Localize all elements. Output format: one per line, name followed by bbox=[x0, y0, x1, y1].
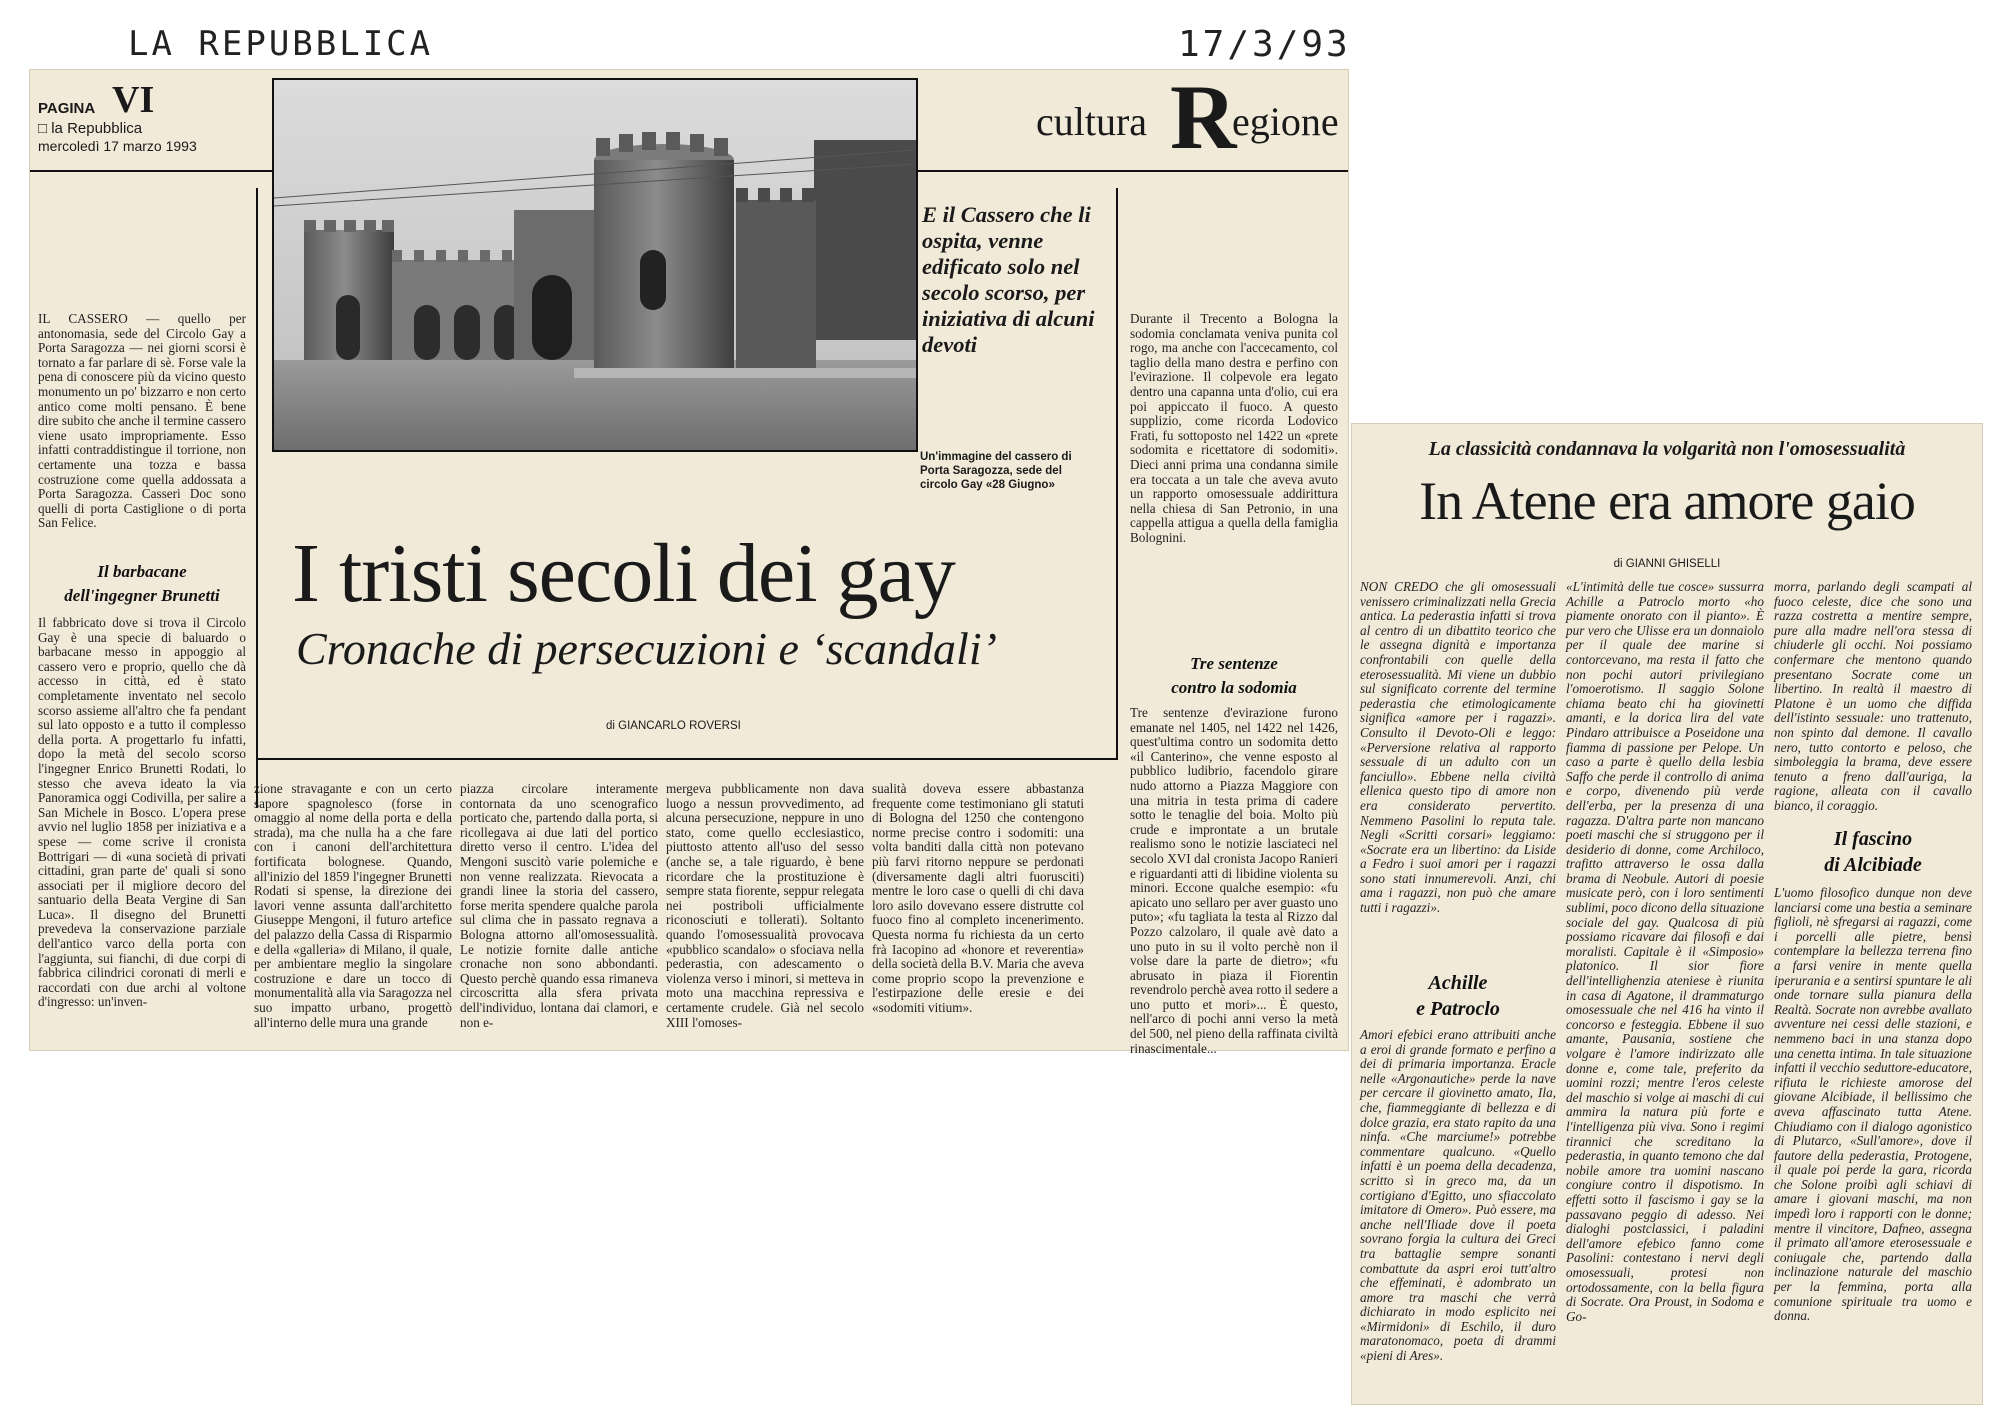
photo-caption: Un'immagine del cassero di Porta Saragozza, sede del circolo Gay «28 Giugno» bbox=[920, 451, 1072, 491]
article2-col2: «L'intimità delle tue cosce» sussurra Achille a Patroclo morto «ho piamente onorato con il pianto». È pur vero che Ulisse era un donnaiolo per il quale dee marine si contorcevano, ma resta il fatto che non pochi autori privilegiano l'omoerotismo. Il saggio Solone chiama beato chi ha giovinetti amanti, e la dorica lira del vate Pindaro attribuisce a Poseidone una fiamma di passione per Pelope. Un caso a parte è quello della lesbia Saffo che perde il controllo di anima e corpo, divenendo più verde dell'erba, per la presenza di una ragazza. D'altra parte non mancano poeti maschi che si struggono per il desiderio di donne, come Archiloco, trafitto attraverso le ossa dalla brama di Neobule. Autori di poesie musicate però, con i loro sentimenti sublimi, poco dicono della situazione sociale del gay. Qualcosa di più possiamo ricavare dai filosofi e dai moralisti. Capitale è il «Simposio» platonico. Il sior fiore dell'intellighenzia ateniese è riunita in casa di Agatone, il drammaturgo omosessuale che nel 416 ha vinto il concorso e festeggia. Ebbene il suo amante, Pausania, sostiene che volgare è l'amore indirizzato alle donne e, come tale, preferito da uomini rozzi; mentre l'eros celeste del maschio si volge ai maschi di cui ammira la natura più forte e l'intelligenza più viva. Sono i regimi tirannici che screditano la pederastia, in quanto temono che dal nobile amore tra uomini nascano congiure contro il dispotismo. In effetti sotto il fascismo i gay se la passavano peggio di adesso. Nei dialoghi postclassici, i paladini dell'amore efebico fanno come Pasolini: contestano i nervi degli omosessuali, protesi non ortodossamente, con la bella figura di Socrate. Ora Proust, in Sodoma e Go- bbox=[1566, 579, 1764, 1324]
article1-col6-top: Durante il Trecento a Bologna la sodomia conclamata veniva punita col rogo, ma anche con l'accecamento, col taglio della mano destra e perfino con l'evirazione. Il colpevole era legato dentro una capanna unta d'olio, cui era poi appiccato il fuoco. A questo supplizio, come ricorda Lodovico Frati, fu sottoposto nel 1422 un «prete sodomita e ricettatore di sodomiti». Dieci anni prima una condanna simile era toccata a un tale che aveva avuto un rapporto omosessuale addirittura nella chiesa di San Petronio, in una cappella attigua a quella della famiglia Bolognini. bbox=[1130, 311, 1338, 545]
section-big-letter: R bbox=[1170, 66, 1237, 168]
article1-subhead1-line2: dell'ingegner Brunetti bbox=[64, 586, 220, 605]
newspaper-clipping-main bbox=[30, 66, 1348, 1056]
article-subtitle: Cronache di persecuzioni e ‘scandali’ bbox=[296, 623, 997, 674]
article1-subhead1-line1: Il barbacane bbox=[97, 562, 187, 581]
pagina-number: VI bbox=[112, 79, 155, 121]
article1-col1-bottom: Il fabbricato dove si trova il Circolo Gay è una specie di baluardo o barbacane messo in appoggio al cassero vero e proprio, quello che dà accesso in città, ed è stato completamente inventato nel secolo scorso assieme all'altro che fa pendant sul lato opposto e a tutto il complesso della porta. A progettarlo fu infatti, dopo la metà del secolo scorso l'ingegner Enrico Brunetti Rodati, lo stesso che aveva ideato la via Panoramica oggi Codivilla, per salire a San Michele in Bosco. L'opera prese avvio nel luglio 1858 per iniziativa e a spese — come scrive il cronista Bottrigari — di «una società di privati cittadini, gran parte de' quali si sono associati per il migliore decoro del santuario della Beata Vergine di San Luca». Il disegno del Brunetti prevedeva la conservazione parziale dell'antico varco della porta con l'aggiunta, sui fianchi, di due corpi di fabbrica cilindrici coronati di merli e raccordati con due archi al voltone d'ingresso: un'inven- bbox=[38, 615, 246, 1010]
section-small: cultura bbox=[1036, 99, 1148, 144]
headline-box-bottom bbox=[256, 758, 1118, 760]
pagina-label: PAGINA bbox=[38, 100, 96, 117]
article2-col3-bottom: L'uomo filosofico dunque non deve lanciarsi come una bestia a seminare figlioli, nè sfregarsi ai ragazzi, come i porcelli alle pietre, bensì contemplare la bellezza terrena fino a farsi venire in mente quella iperurania e a sentirsi spuntare le ali onde tornare sulla pianura della Realtà. Socrate non avrebbe avallato avventure nei cessi delle stazioni, e nemmeno baci in una stanza dopo una cenetta intima. In tale situazione infatti il vecchio seduttore-educatore, rifiuta le richieste amorose del giovane Alcibiade, il bellissimo che aveva affascinato tutta Atene. Chiudiamo con il dialogo agonistico di Plutarco, «Sull'amore», dove il fautore della pederastia, Protogene, il quale poi perde la gara, ricorda che Solone proibì agli schiavi di amare i giovani maschi, ma non impedì loro i rapporti con le donne; mentre il vincitore, Dafneo, assegna il primato all'amore eterosessuale e coniugale che, partendo dalla inclinazione naturale del maschio per la femmina, porta alla comunione spirituale tra uomo e donna. bbox=[1774, 885, 1972, 1324]
article1-subhead2-line2: contro la sodomia bbox=[1171, 678, 1297, 697]
article1-col3: piazza circolare interamente contornata da uno scenografico porticato che, partendo dalla porta, si ricollegava ai due lati del portico diretto verso il centro. L'idea del Mengoni suscitò varie polemiche e non venne realizzata. Rievocata a grandi linee la storia del cassero, forse merita spendere qualche parola sul clima che in passato regnava a Bologna attorno all'omosessualità. Le notizie fornite dalle antiche cronache non sono abbondanti. Questo perchè quando essa rimaneva circoscritta alla sfera privata dell'individuo, lontana dai clamori, e non e- bbox=[460, 781, 658, 1030]
article2-col1-top: NON CREDO che gli omosessuali venissero criminalizzati nella Grecia antica. La pederastia infatti si trova al centro di un dibattito teorico che le assegna dignità e importanza confrontabili con quelle della eterosessualità. Mi viene un dubbio sul significato corrente del termine pederastia che etimologicamente significa «amore per i ragazzi». Consulto il Devoto-Oli e leggo: «Perversione relativa al rapporto sessuale di un adulto con un fanciullo». Ebbene nella civiltà ellenica questo tipo di amore non era considerato pervertito. Nemmeno Pasolini lo reputa tale. Negli «Scritti corsari» leggiamo: «Socrate era un libertino: da Liside a Fedro i suoi amori per i ragazzi sono stati innumerevoli. Anzi, chi ama i ragazzi, non può che amare tutti i ragazzi». bbox=[1360, 579, 1556, 916]
section-title bbox=[1000, 66, 1340, 168]
paper-name: □ la Repubblica bbox=[38, 120, 143, 137]
article1-col6-bottom: Tre sentenze d'evirazione furono emanate nel 1405, nel 1422 nel 1426, quest'ultima contro un sodomita detto «il Canterino», che venne esposto al pubblico ludibrio, facendolo girare nudo attorno a Piazza Maggiore con una mitria in testa prima di cadere sotto le tenaglie del boia. Molto più crude e improntate a un brutale realismo sono le notizie lasciateci nel secolo XVI dal cronista Jacopo Ranieri e riguardanti atti di libidine violenta su minori. Eccone qualche esempio: «fu apicato uno sellaro per aver guasto uno puto»; «fu tagliata la testa al Rizzo dal Pozzo calzolaro, il quale avè dato a uno puto in su il volto perchè non il volse dare la parte de dietro»; «fu abrusato in piaza il Fiorentin revendrolo perchè avea rotto il sedere a uno putto et mori»... È questo, nell'arco di pochi anni verso la metà del 500, nel pieno della raffinata civiltà rinascimentale... bbox=[1130, 705, 1338, 1056]
article2-subhead2-line1: Il fascino bbox=[1833, 828, 1913, 850]
cassero-photo-image bbox=[274, 80, 916, 450]
article2-subhead1-line1: Achille bbox=[1428, 972, 1488, 994]
dateline: mercoledì 17 marzo 1993 bbox=[38, 138, 197, 154]
headline-box-right bbox=[1116, 188, 1118, 758]
handwritten-date: 17/3/93 bbox=[1178, 24, 1351, 65]
photo-porta-saragozza bbox=[272, 78, 918, 452]
article1-col2: zione stravagante e con un certo sapore spagnolesco (forse in omaggio al nome della porta e della strada), ma che nulla ha a che fare con i canoni dell'architettura fortificata bolognese. Quando, all'inizio del 1859 l'ingegner Brunetti Rodati si spense, la direzione dei lavori venne assunta dall'architetto Giuseppe Mengoni, il futuro artefice del palazzo della Cassa di Risparmio e della «galleria» di Milano, il quale, per ambientare meglio la singolare costruzione e dare un tocco di monumentalità alla via Saragozza nel suo impatto urbano, progettò all'interno delle mura una grande bbox=[254, 781, 452, 1030]
article-title: I tristi secoli dei gay bbox=[292, 527, 955, 620]
article2-subhead2-line2: di Alcibiade bbox=[1824, 854, 1922, 876]
masthead-left bbox=[38, 78, 298, 158]
article1-col1-top: IL CASSERO — quello per antonomasia, sede del Circolo Gay a Porta Saragozza — nei giorni scorsi è tornato a far parlare di sè. Forse vale la pena di conoscere più da vicino questo monumento un po' bizzarro e non certo antico come molti pensano. È bene dire subito che anche il termine cassero viene usato impropriamente. Esso infatti contraddistingue il torrione, non certamente una tozza e bassa costruzione come quella addossata a Porta Saragozza. Casseri Doc sono quelli di porta Castiglione o di porta San Felice. bbox=[38, 311, 246, 531]
photo-caption-quote: E il Cassero che li ospita, venne edificato solo nel secolo scorso, per iniziativa di alcuni devoti bbox=[922, 202, 1095, 357]
headline-box-left bbox=[256, 188, 258, 808]
section-rest: egione bbox=[1232, 99, 1339, 144]
article2-col3-top: morra, parlando degli scampati al fuoco celeste, dice che sono una razza costretta a mentire sempre, pure alla madre nell'ora stessa di chiuderle gli occhi. Noi possiamo confermare che mentono quando presentano Socrate come un libertino. In realtà il maestro di Platone è un uomo che diffida dell'istinto sessuale: uno trattenuto, non spinto dal demone. Il cavallo nero, tutto contorto e peloso, che simboleggia la brama, deve essere tenuto a freno dall'auriga, la ragione, alleata con il cavallo bianco, il coraggio. bbox=[1774, 579, 1972, 813]
article2-title: In Atene era amore gaio bbox=[1419, 471, 1915, 531]
article1-col5: sualità doveva essere abbastanza frequente come testimoniano gli statuti di Bologna del 1250 che contengono norme precise contro i sodomiti: una volta banditi dalla città non potevano più farvi ritorno neppure se perdonati (diversamente dagli altri fuorusciti) mentre le loro case o quelli di chi dava loro asilo dovevano essere distrutte col fuoco fino al completo incenerimento. Questa norma fu richiesta da un certo frà Iacopino ad «honore et reverentia» della società della B.V. Maria che aveva come proprio scopo la prevenzione e l'estirpazione delle eresie e dei «sodomiti vitium». bbox=[872, 781, 1084, 1015]
article1-subhead2-line1: Tre sentenze bbox=[1190, 654, 1278, 673]
article1-col4: mergeva pubblicamente non dava luogo a nessun provvedimento, ad alcuna persecuzione, neppure in uno stato, come quello ecclesiastico, piuttosto attento all'uso del sesso (anche se, a tale riguardo, è bene ricordare che la prostituzione è sempre stata fiorente, seppur relegata nei postriboli ufficialmente riconosciuti e tollerati). Soltanto quando l'omosessualità provocava «pubblico scandalo» o sfociava nella pederastia, con adescamento o violenza verso i minori, si metteva in moto una macchina repressiva e certamente crudele. Già nel secolo XIII l'omoses- bbox=[666, 781, 864, 1030]
article-byline: di GIANCARLO ROVERSI bbox=[606, 720, 741, 732]
article2-subhead1-line2: e Patroclo bbox=[1416, 998, 1500, 1020]
article2-col1-bottom: Amori efebici erano attribuiti anche a eroi di grande formato e perfino a dei di primaria importanza. Eracle nelle «Argonautiche» perde la nave per cercare il giovinetto amato, Ila, che, fiammeggiante di bellezza e di dolce grazia, era stato rapito da una ninfa. «Che marciume!» potrebbe commentare qualcuno. «Quello infatti è un poema della decadenza, scritto sì in greco ma, da un cortigiano d'Egitto, uno sfiaccolato imitatore di Omero». Può essere, ma anche nell'Iliade dove il poeta sovrano forgia la cultura dei Greci tra battaglie sempre sonanti combattute da aspri eroi tutt'altro che effeminati, è adombrato un amore tra maschi che verrà dichiarato in modo esplicito nei «Mirmidoni» di Eschilo, il duro maratonomaco, poeta di drammi «pieni di Ares». bbox=[1360, 1027, 1556, 1364]
newspaper-clipping-side bbox=[1352, 424, 1982, 1404]
handwritten-source: LA REPUBBLICA bbox=[128, 24, 434, 64]
article2-byline: di GIANNI GHISELLI bbox=[1613, 558, 1721, 570]
article2-kicker: La classicità condannava la volgarità non l'omosessualità bbox=[1428, 438, 1906, 460]
